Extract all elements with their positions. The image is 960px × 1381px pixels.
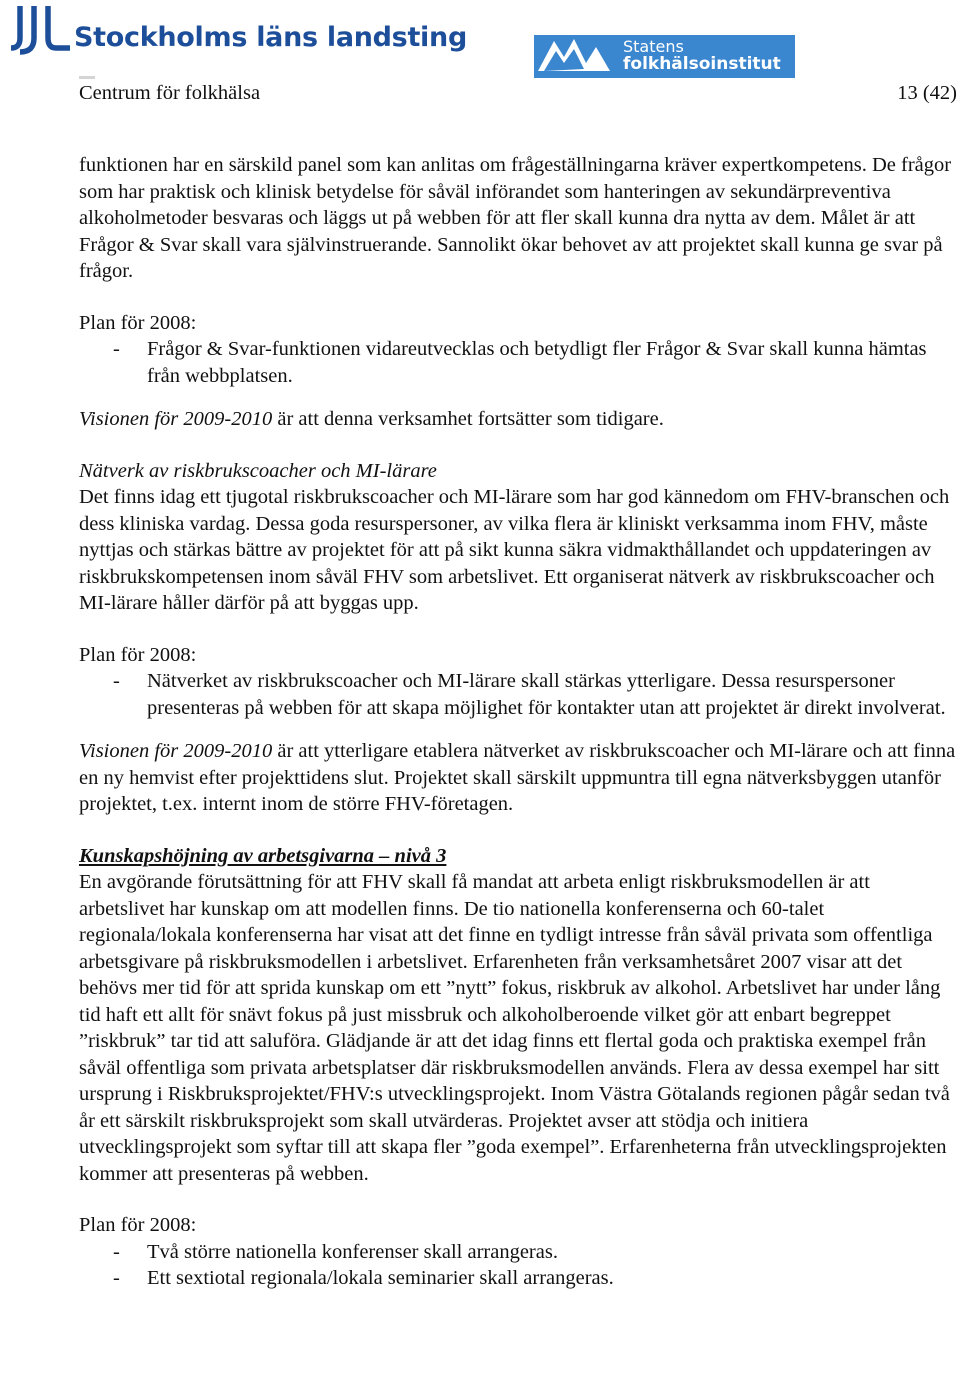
vision-text: är att ytterligare etablera nätverket av riskbrukscoacher och MI-lärare och att finna en ny hemvist efter projekttidens slut. Projektet skall särskilt uppmuntra till egna nätverksbyggen utanför projektet, t.ex. internt inom de större FHV-företagen.: [79, 740, 956, 815]
page-number: 13 (42): [897, 82, 957, 104]
partner-line1: Statens: [623, 37, 684, 56]
plan-heading-3: Plan för 2008:: [79, 1214, 197, 1236]
header-mark: [79, 76, 95, 79]
vision-label: Visionen för 2009-2010: [79, 740, 273, 762]
fhi-logo-icon: [534, 35, 614, 78]
list-dash: -: [113, 670, 120, 692]
sll-logo: [8, 4, 467, 56]
list-item: [79, 1265, 959, 1292]
department-name: Centrum för folkhälsa: [79, 82, 261, 104]
vision-text: är att denna verksamhet fortsätter som tidigare.: [272, 408, 664, 430]
list-dash: -: [113, 338, 120, 360]
paragraph-3: En avgörande förutsättning för att FHV skall få mandat att arbeta enligt riskbruksmodellen är att arbetslivet har kunskap om att modellen finns. De tio nationella konferenserna och 60-talet regionala/lokala konferenserna har visat att det finne en tydligt intresse från såväl privata som offentliga arbetsgivare på riskbruksmodellen i arbetslivet. Erfarenheten från verksamhetsåret 2007 visar att det behövs mer tid för att sprida kunskap om ett ”nytt” fokus, riskbruk av alkohol. Arbetslivet har under lång tid haft ett allt för snävt fokus på just missbruk och alkoholberoende vilket gör att enbart begreppet ”riskbruk” tar tid att saluföra. Glädjande är att det idag finns ett flertal goda och praktiska exempel från såväl offentliga som privata arbetsplatser där riskbruksmodellen används. Flera av dessa exempel har sitt ursprung i Riskbruksprojektet/FHV:s utvecklingsprojekt. Inom Västra Götalands regionen pågår sedan två år ett särskilt riskbruksprojekt som skall utvärderas. Projektet avser att stödja och initiera utvecklingsprojekt som syftar till att skapa fler ”goda exempel”. Erfarenheterna från utvecklingsprojekten kommer att presenteras på webben.: [79, 871, 950, 1185]
paragraph-1: funktionen har en särskild panel som kan anlitas om frågeställningarna kräver expertkompetens. De frågor som har praktisk och klinisk betydelse för såväl införandet som hanteringen av sekundärpreventiva alkoholmetoder besvaras och läggs ut på webben för att fler skall kunna dra nytta av dem. Målet är att Frågor & Svar skall vara självinstruerande. Sannolikt ökar behovet av att projektet skall kunna ge svar på frågor.: [79, 154, 952, 282]
section-heading-employers: Kunskapshöjning av arbetsgivarna – nivå 3: [79, 844, 447, 867]
document-body: [79, 152, 959, 1292]
plan-heading-2: Plan för 2008:: [79, 643, 197, 666]
vision-paragraph-1: [79, 406, 959, 433]
vision-label: Visionen för 2009-2010: [79, 408, 273, 430]
plan-heading-1: Plan för 2008:: [79, 311, 197, 334]
org-name: Stockholms läns landsting: [74, 21, 467, 53]
list-dash: -: [113, 1240, 120, 1263]
partner-line2: folkhälsoinstitut: [623, 54, 781, 74]
list-item-text: Frågor & Svar-funktionen vidareutvecklas och betydligt fler Frågor & Svar skall kunna hämtas från webbplatsen.: [147, 338, 927, 387]
list-item-text: Nätverket av riskbrukscoacher och MI-lärare skall stärkas ytterligare. Dessa resurspersoner presenteras på webben för att skapa möjlighet för kontakter utan att projektet är direkt involverat.: [147, 670, 946, 719]
list-dash: -: [113, 1267, 120, 1289]
list-item-text: Två större nationella konferenser skall arrangeras.: [147, 1240, 558, 1263]
paragraph-2: Det finns idag ett tjugotal riskbrukscoacher och MI-lärare som har god kännedom om FHV-branschen och dess kliniska vardag. Dessa goda resurspersoner, av vilka flera är kliniskt verksamma inom FHV, måste nyttjas och stärkas bättre av projektet för att på sikt kunna säkra vidmakthållandet och uppdateringen av riskbrukskompetensen inom såväl FHV som arbetslivet. Ett organiserat nätverk av riskbrukscoacher och MI-lärare håller därför på att byggas upp.: [79, 486, 950, 614]
sll-logo-icon: [8, 4, 72, 56]
fhi-logo: [534, 35, 795, 78]
section-heading-network: Nätverk av riskbrukscoacher och MI-lärare: [79, 459, 437, 482]
list-item: [79, 668, 959, 721]
list-item-text: Ett sextiotal regionala/lokala seminarier skall arrangeras.: [147, 1267, 614, 1289]
list-item: [79, 336, 959, 389]
vision-paragraph-2: [79, 738, 959, 818]
list-item: [79, 1239, 959, 1266]
